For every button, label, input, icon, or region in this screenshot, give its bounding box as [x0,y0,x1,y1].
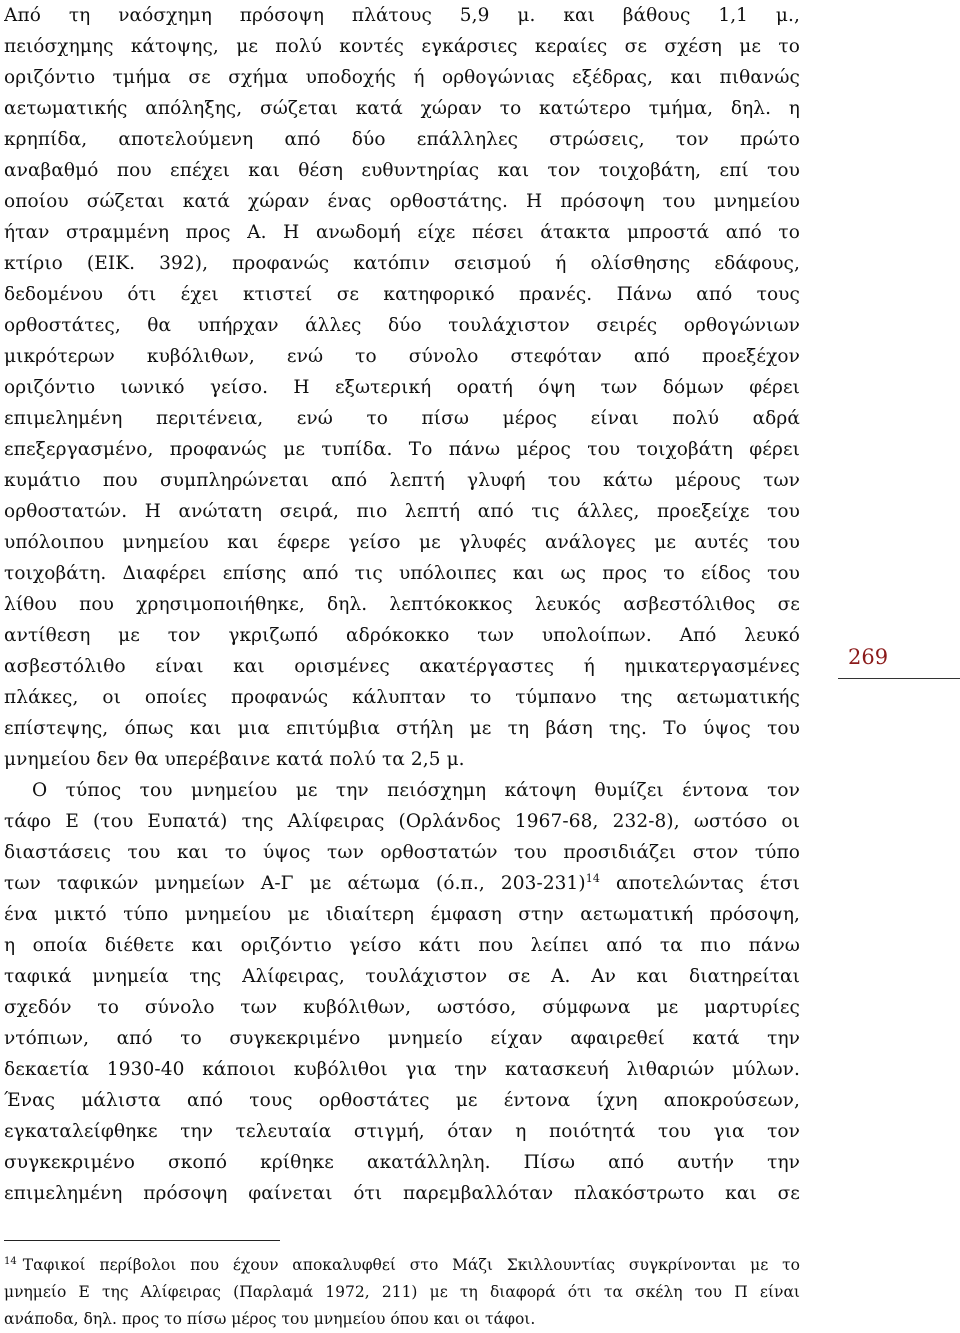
text-line: επιμελημένη πρόσοψη φαίνεται ότι παρεμβαλλόταν πλακόστρωτο και σε [4,1183,800,1204]
text-line: σχεδόν το σύνολο των κυβόλιθων, ωστόσο, σύμφωνα με μαρτυρίες [4,997,800,1018]
page-number: 269 [848,645,889,669]
text-line: αντίθεση με τον γκριζωπό αδρόκοκκο των υπολοίπων. Από λευκό [4,625,800,646]
text-line: μικρότερων κυβόλιθων, ενώ το σύνολο στεφόταν από προεξέχον [4,346,800,367]
text-line: Ένας μάλιστα από τους ορθοστάτες με έντονα ίχνη αποκρούσεων, [4,1090,800,1111]
page-number-divider [838,678,960,679]
text-line: ήταν στραμμένη προς Α. Η ανωδομή είχε πέσει άτακτα μπροστά από το [4,222,800,243]
text-line: ορθοστατών. Η ανώτατη σειρά, πιο λεπτή από τις άλλες, προεξείχε του [4,501,800,522]
text-line: Από τη ναόσχημη πρόσοψη πλάτους 5,9 μ. και βάθους 1,1 μ., [4,5,800,26]
text-line: αναβαθμό που επέχει και θέση ευθυντηρίας και τον τοιχοβάτη, επί του [4,160,800,181]
text-segment: αποτελώντας έτσι [599,873,800,894]
text-line: αετωματικής απόληξης, σώζεται κατά χώραν το κατώτερο τμήμα, δηλ. η [4,98,800,119]
text-line: ντόπιων, από το συγκεκριμένο μνημείο είχαν αφαιρεθεί κατά την [4,1028,800,1049]
text-line: ένα μικτό τύπο μνημείου με ιδιαίτερη έμφαση στην αετωματική πρόσοψη, [4,904,800,925]
text-line: δεδομένου ότι έχει κτιστεί σε κατηφορικό πρανές. Πάνω από τους [4,284,800,305]
text-line: ορθοστάτες, θα υπήρχαν άλλες δύο τουλάχιστον σειρές ορθογώνιων [4,315,800,336]
text-line: οριζόντιο τμήμα σε σχήμα υποδοχής ή ορθογώνιας εξέδρας, και πιθανώς [4,67,800,88]
text-line-with-footnote-ref [4,868,800,899]
text-line: η οποία διέθετε και οριζόντιο γείσο κάτι που λείπει από τα πιο πάνω [4,935,800,956]
text-line: κρηπίδα, αποτελούμενη από δύο επάλληλες στρώσεις, τον πρώτο [4,129,800,150]
text-line: ταφικά μνημεία της Αλίφειρας, τουλάχιστον σε Α. Αν και διατηρείται [4,966,800,987]
text-line: πειόσχημης κάτοψης, με πολύ κοντές εγκάρσιες κεραίες σε σχέση με το [4,36,800,57]
text-line: λίθου που χρησιμοποιήθηκε, δηλ. λεπτόκοκκος λευκός ασβεστόλιθος σε [4,594,800,615]
text-line: επιμελημένη περιτένεια, ενώ το πίσω μέρος είναι πολύ αδρά [4,408,800,429]
footnote-reference[interactable]: 14 [585,871,600,885]
footnote-line [4,1252,800,1279]
text-line: κτίριο (ΕΙΚ. 392), προφανώς κατόπιν σεισμού ή ολίσθησης εδάφους, [4,253,800,274]
text-line: κυμάτιο που συμπληρώνεται από λεπτή γλυφή του κάτω μέρους των [4,470,800,491]
text-line: οποίου σώζεται κατά χώραν ένας ορθοστάτης. Η πρόσοψη του μνημείου [4,191,800,212]
text-line: διαστάσεις του και το ύψος των ορθοστατών του προσιδιάζει στον τύπο [4,842,800,863]
text-line: επίστεψης, όπως και μια επιτύμβια στήλη με τη βάση της. Το ύψος του [4,718,800,739]
text-segment: των ταφικών μνημείων Α-Γ με αέτωμα (ό.π., 203-231) [4,873,586,894]
text-line: Ο τύπος του μνημείου με την πειόσχημη κάτοψη θυμίζει έντονα τον [32,780,800,801]
footnote-divider [4,1240,280,1241]
text-line: τάφο Ε (του Ευπατά) της Αλίφειρας (Ορλάνδος 1967-68, 232-8), ωστόσο οι [4,811,800,832]
text-line: τοιχοβάτη. Διαφέρει επίσης από τις υπόλοιπες και ως προς το είδος του [4,563,800,584]
paragraph-1 [4,0,800,775]
footnote-line: ανάποδα, δηλ. προς το πίσω μέρος του μνημείου όπου και οι τάφοι. [4,1310,536,1328]
main-text [4,0,800,1209]
footnote-text: Ταφικοί περίβολοι που έχουν αποκαλυφθεί στο Μάζι Σκιλλουντίας συγκρίνονται με το [22,1256,800,1274]
text-line: δεκαετία 1930-40 κάποιοι κυβόλιθοι για την κατασκευή λιθαριών μύλων. [4,1059,800,1080]
text-line: μνημείου δεν θα υπερέβαινε κατά πολύ τα 2,5 μ. [4,749,465,770]
footnote-line: μνημείο Ε της Αλίφειρας (Παρλαμά 1972, 211) με τη διαφορά ότι τα σκέλη του Π είναι [4,1283,800,1301]
text-line: εγκαταλείφθηκε την τελευταία στιγμή, όταν η ποιότητά του για τον [4,1121,800,1142]
text-line: υπόλοιπου μνημείου και έφερε γείσο με γλυφές ανάλογες με αυτές του [4,532,800,553]
footnote-number: 14 [4,1255,17,1267]
paragraph-2 [4,775,800,1209]
footnote-14 [4,1252,800,1333]
text-line: πλάκες, οι οποίες προφανώς κάλυπταν το τύμπανο της αετωματικής [4,687,800,708]
text-line: ασβεστόλιθο είναι και ορισμένες ακατέργαστες ή ημικατεργασμένες [4,656,800,677]
text-line: οριζόντιο ιωνικό γείσο. Η εξωτερική ορατή όψη των δόμων φέρει [4,377,800,398]
text-line: συγκεκριμένο σκοπό κρίθηκε ακατάλληλη. Πίσω από αυτήν την [4,1152,800,1173]
text-line: επεξεργασμένο, προφανώς με τυπίδα. Το πάνω μέρος του τοιχοβάτη φέρει [4,439,800,460]
